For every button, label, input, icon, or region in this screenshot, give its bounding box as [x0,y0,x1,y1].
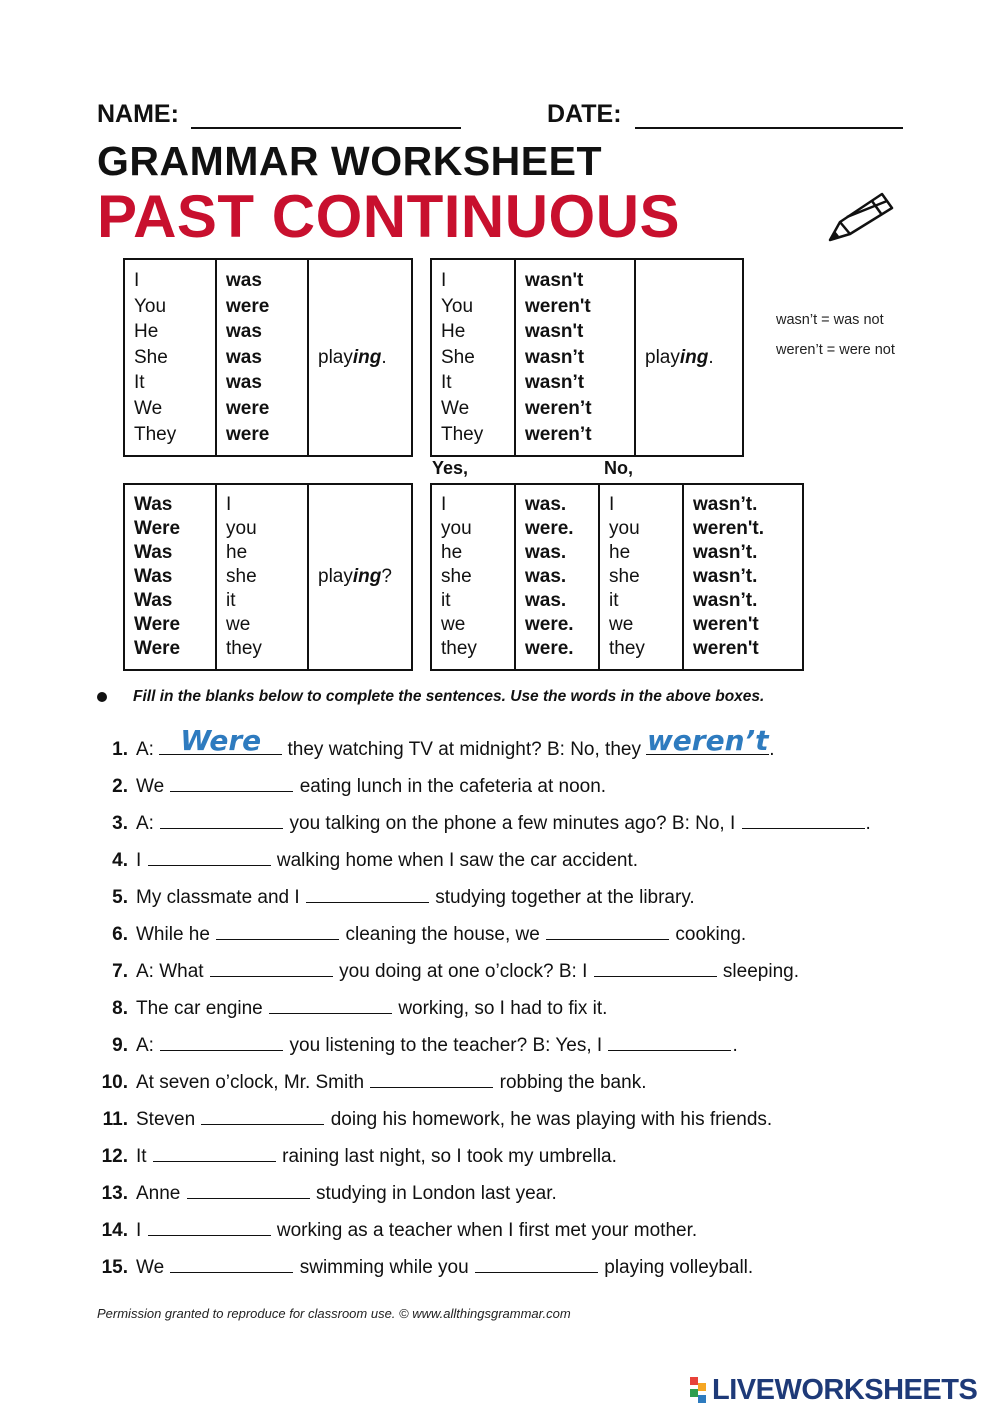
sentence-text: swimming while you [299,1257,469,1278]
name-field[interactable] [191,127,461,129]
exercise-6 [97,923,746,953]
sentence-text: While he [136,924,210,945]
instruction: Fill in the blanks below to complete the sentences. Use the words in the above boxes. [97,688,764,706]
exercise-1: 1. A: Were they watching TV at midnight? B: No, they weren’t . [112,724,775,760]
liveworksheets-logo-icon [690,1377,706,1405]
bullet-icon [97,692,107,702]
exercise-number: 4. [112,850,128,871]
sentence-text: doing his homework, he was playing with his friends. [330,1109,773,1130]
exercise-9 [97,1034,738,1064]
name-label: NAME: [97,100,179,128]
sentence-text: cooking. [675,924,747,945]
sentence-text: I [136,1220,142,1241]
topic-title: PAST CONTINUOUS [97,183,681,250]
exercise-5 [97,886,695,916]
short-answers-table [430,483,804,671]
sentence-text: walking home when I saw the car accident. [276,850,639,871]
answer-blank[interactable] [160,1034,283,1051]
answer-blank[interactable] [153,1145,276,1162]
exercise-7 [97,960,799,990]
date-field[interactable] [635,127,903,129]
sentence-text: We [136,1257,165,1278]
contraction-note-werent: weren’t = were not [776,342,895,358]
exercise-number: 3. [112,813,128,834]
no-subjects: I you he she it we they [599,484,683,670]
negative-main-verb: playing. [635,259,743,456]
answer-blank[interactable] [187,1182,310,1199]
header-row [97,100,907,134]
footer-credit: Permission granted to reproduce for classroom use. © www.allthingsgrammar.com [97,1306,571,1321]
negative-verbs: wasn't weren't wasn't wasn’t wasn’t weren’t weren’t [515,259,635,456]
contraction-note-wasnt: wasn’t = was not [776,312,884,328]
exercise-14 [97,1219,697,1249]
sentence-text: working, so I had to fix it. [398,998,608,1019]
exercise-15 [97,1256,753,1286]
sentence-text: A: [136,813,154,834]
sentence-text: At seven o’clock, Mr. Smith [136,1072,365,1093]
sentence-text: We [136,776,165,797]
yes-label: Yes, [432,458,469,478]
date-label: DATE: [547,100,622,128]
sentence-text: I [136,850,142,871]
exercise-number: 12. [101,1146,128,1167]
answer-blank[interactable] [201,1108,324,1125]
exercise-2 [97,775,606,805]
negative-table [430,258,744,457]
sentence-text: A: [136,1035,154,1056]
exercise-number: 13. [101,1183,128,1204]
yes-subjects: I you he she it we they [431,484,515,670]
answer-blank[interactable] [608,1034,731,1051]
answer-blank[interactable] [148,1219,271,1236]
sentence-text: you talking on the phone a few minutes ago? B: No, I [289,813,736,834]
exercise-13 [97,1182,557,1212]
answer-blank[interactable] [742,812,865,829]
sentence-text: studying together at the library. [435,887,695,908]
sentence-text: It [136,1146,147,1167]
brand-logo: LIVEWORKSHEETS [690,1374,977,1406]
sentence-text: playing volleyball. [604,1257,754,1278]
answer-blank[interactable] [594,960,717,977]
question-table [123,483,413,671]
exercise-11 [97,1108,772,1138]
affirmative-verbs: was were was was was were were [216,259,308,456]
exercise-number: 14. [101,1220,128,1241]
exercise-8 [97,997,607,1027]
no-verbs: wasn’t. weren't. wasn’t. wasn’t. wasn’t. weren't weren't [683,484,803,670]
answer-blank[interactable] [269,997,392,1014]
answer-blank[interactable] [148,849,271,866]
sentence-text: eating lunch in the cafeteria at noon. [299,776,607,797]
sentence-text: . [732,1035,738,1056]
exercise-number: 7. [112,961,128,982]
exercise-12 [97,1145,617,1175]
exercise-4 [97,849,638,879]
exercise-number: 8. [112,998,128,1019]
pencil-icon [826,186,896,244]
sentence-text: raining last night, so I took my umbrella. [282,1146,617,1167]
answer-blank[interactable] [216,923,339,940]
affirmative-table [123,258,413,457]
exercise-number: 2. [112,776,128,797]
exercise-number: 6. [112,924,128,945]
sentence-text: robbing the bank. [499,1072,647,1093]
negative-subjects: I You He She It We They [431,259,515,456]
question-subjects: I you he she it we they [216,484,308,670]
question-main-verb: playing? [308,484,412,670]
sentence-text: Steven [136,1109,196,1130]
sentence-text: you doing at one o’clock? B: I [339,961,588,982]
sentence-text: . [865,813,871,834]
exercise-10 [97,1071,646,1101]
answer-blank-1b[interactable]: weren’t [646,724,769,757]
exercise-number: 10. [101,1072,128,1093]
sentence-text: cleaning the house, we [345,924,540,945]
sentence-text: A: What [136,961,204,982]
sentence-text: working as a teacher when I first met your mother. [276,1220,698,1241]
question-verbs: Was Were Was Was Was Were Were [124,484,216,670]
answer-blank[interactable] [306,886,429,903]
answer-blank-1a[interactable]: Were [159,738,282,755]
answer-blank[interactable] [210,960,333,977]
exercise-number: 15. [101,1257,128,1278]
exercise-number: 9. [112,1035,128,1056]
sentence-text: you listening to the teacher? B: Yes, I [289,1035,603,1056]
no-label: No, [604,458,633,478]
yes-verbs: was. were. was. was. was. were. were. [515,484,599,670]
answer-blank[interactable] [170,775,293,792]
sentence-text: sleeping. [722,961,799,982]
sentence-text: My classmate and I [136,887,300,908]
worksheet-title: GRAMMAR WORKSHEET [97,138,603,184]
answer-blank[interactable] [160,812,283,829]
answer-blank[interactable] [170,1256,293,1273]
affirmative-subjects: I You He She It We They [124,259,216,456]
answer-blank[interactable] [475,1256,598,1273]
sentence-text: The car engine [136,998,263,1019]
exercise-3 [97,812,871,842]
sentence-text: studying in London last year. [315,1183,557,1204]
affirmative-main-verb: playing. [308,259,412,456]
exercise-number: 11. [102,1109,128,1130]
exercise-number: 5. [112,887,128,908]
answer-blank[interactable] [546,923,669,940]
sentence-text: Anne [136,1183,181,1204]
answer-blank[interactable] [370,1071,493,1088]
